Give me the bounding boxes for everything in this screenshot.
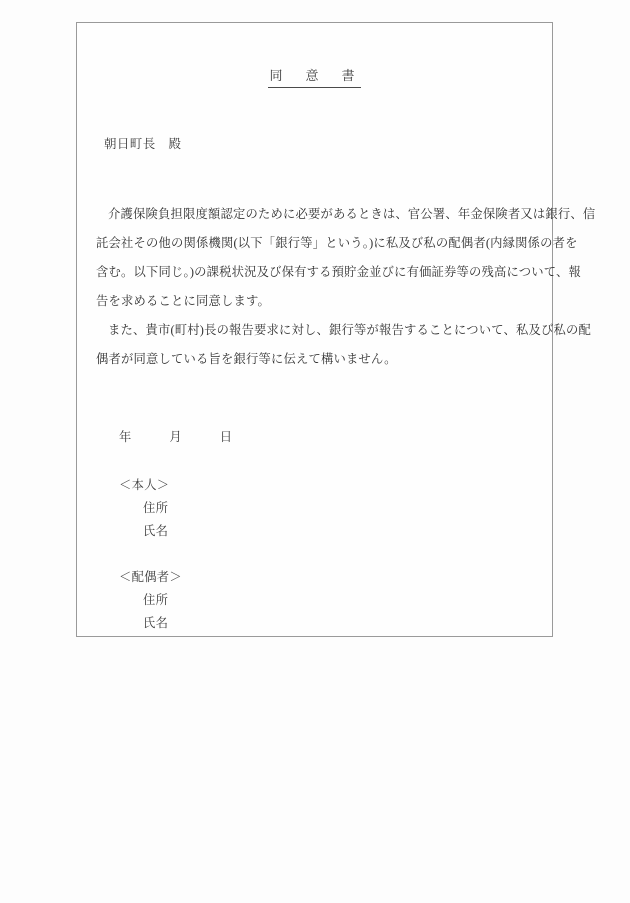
signature-self-name-label: 氏名 <box>143 524 169 538</box>
paragraph-2-line-2: 偶者が同意している旨を銀行等に伝えて構いません。 <box>96 352 397 366</box>
paragraph-1-line-3: 含む。以下同じ。)の課税状況及び保有する預貯金並びに有価証券等の残高について、報 <box>96 265 582 279</box>
paragraph-1-line-1: 介護保険負担限度額認定のために必要があるときは、官公署、年金保険者又は銀行、信 <box>108 207 596 221</box>
signature-spouse-name-label: 氏名 <box>143 616 169 630</box>
signature-self-heading: ＜本人＞ <box>119 478 170 492</box>
document-title-row <box>77 67 552 88</box>
paragraph-1-line-4: 告を求めることに同意します。 <box>96 294 270 308</box>
document-page-frame <box>76 22 596 637</box>
body-paragraph-2 <box>96 316 591 374</box>
signature-spouse-heading: ＜配偶者＞ <box>119 570 182 584</box>
paragraph-1-line-2: 託会社その他の関係機関(以下「銀行等」という。)に私及び私の配偶者(内縁関係の者を <box>96 236 578 250</box>
signature-block-spouse <box>119 566 182 635</box>
body-paragraph-1 <box>96 200 596 316</box>
signature-block-self <box>119 474 169 543</box>
signature-spouse-address-label: 住所 <box>143 593 169 607</box>
page-title: 同 意 書 <box>268 67 360 88</box>
date-entry-line: 年 月 日 <box>119 430 233 444</box>
signature-self-address-label: 住所 <box>143 501 169 515</box>
addressee-line: 朝日町長 殿 <box>104 137 182 151</box>
paragraph-2-line-1: また、貴市(町村)長の報告要求に対し、銀行等が報告することについて、私及び私の配 <box>108 323 591 337</box>
document-body <box>96 200 596 374</box>
